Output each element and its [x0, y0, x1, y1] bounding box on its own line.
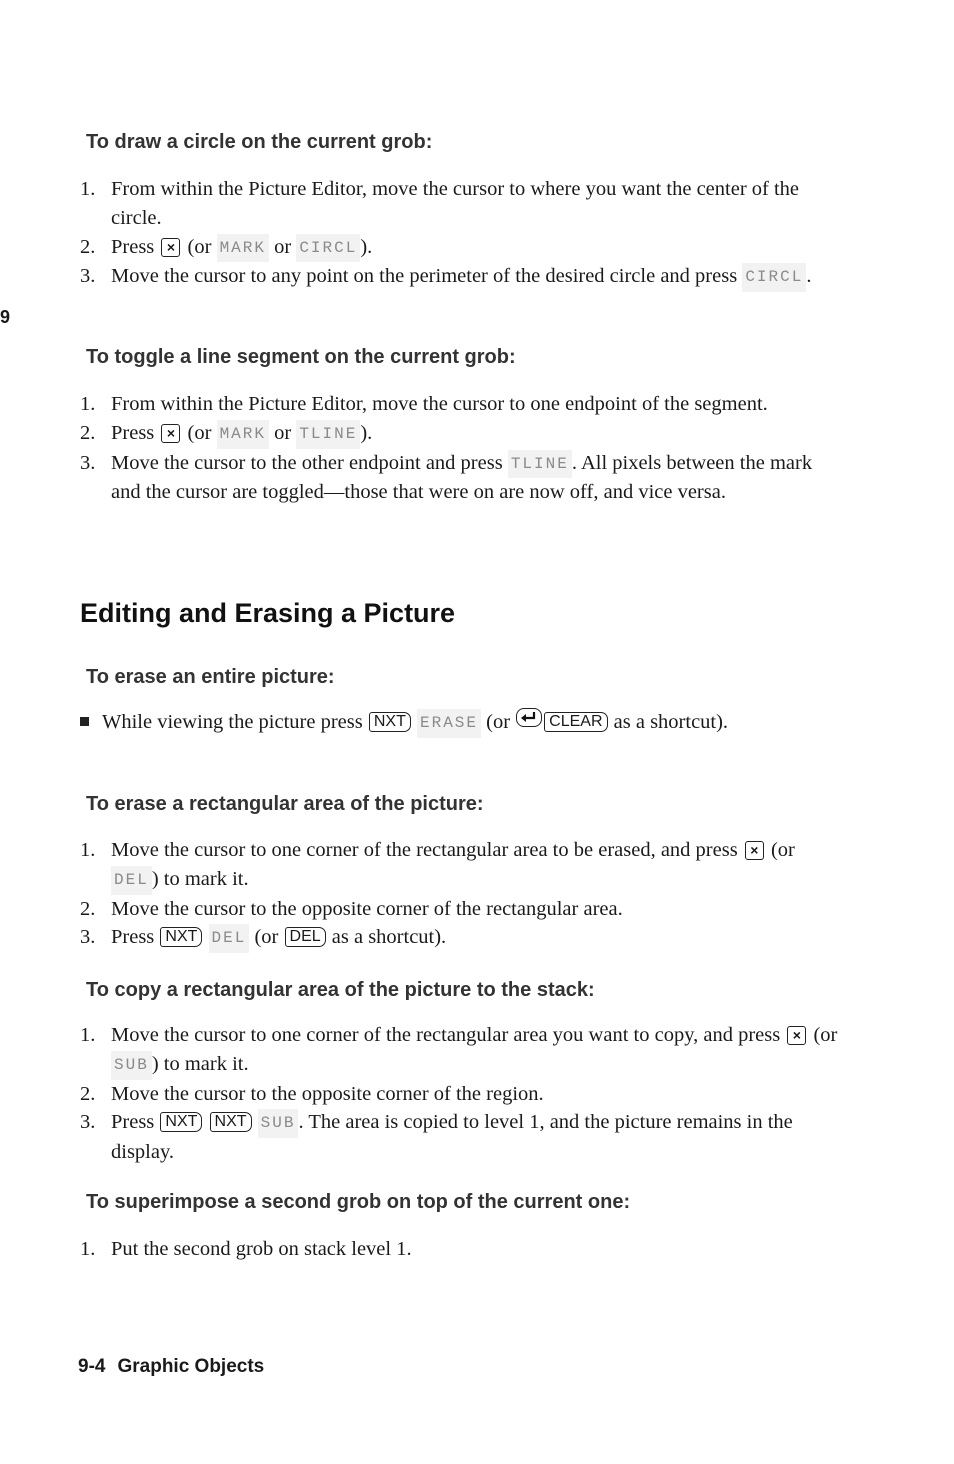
step-1: 1. From within the Picture Editor, move the cursor to where you want the center of the circle.	[80, 178, 800, 229]
menu-key-circl: CIRCL	[742, 263, 806, 292]
nxt-key: NXT	[369, 712, 411, 732]
step-1: 1. Move the cursor to one corner of the rectangular area to be erased, and press × (or DEL ) to mark it.	[80, 836, 840, 895]
step-2: 2. Press × (or MARK or CIRCL ).	[80, 233, 840, 263]
heading-toggle-line: To toggle a line segment on the current grob:	[86, 346, 516, 368]
menu-key-del: DEL	[111, 866, 152, 895]
bullet-square-icon	[80, 717, 89, 726]
menu-key-circl: CIRCL	[296, 234, 360, 263]
menu-key-sub: SUB	[258, 1109, 299, 1138]
step-2: 2. Move the cursor to the opposite corner of the region.	[80, 1082, 544, 1105]
heading-copy-to-stack: To copy a rectangular area of the picture to the stack:	[86, 979, 595, 1001]
menu-key-del: DEL	[209, 924, 250, 953]
step-3: 3. Move the cursor to the other endpoint and press TLINE . All pixels between the mark and the cursor are toggled—those that were on are now off, and vice versa.	[80, 451, 813, 504]
step-1: 1. From within the Picture Editor, move the cursor to one endpoint of the segment.	[80, 393, 768, 415]
multiply-key: ×	[161, 424, 180, 443]
chapter-tab-marker: 9	[0, 307, 11, 327]
bullet-erase-entire: While viewing the picture press NXT ERASE (or CLEAR as a shortcut).	[80, 708, 862, 738]
steps-draw-circle	[80, 175, 840, 292]
heading-draw-circle: To draw a circle on the current grob:	[86, 131, 433, 153]
heading-erase-rectangular: To erase a rectangular area of the picture:	[86, 793, 484, 815]
steps-erase-rectangular	[80, 836, 840, 953]
nxt-key: NXT	[160, 927, 202, 947]
multiply-key: ×	[161, 238, 180, 257]
heading-erase-entire: To erase an entire picture:	[86, 666, 335, 688]
menu-key-erase: ERASE	[417, 709, 481, 738]
menu-key-tline: TLINE	[508, 450, 572, 479]
step-3: 3. Press NXT NXT SUB . The area is copied to level 1, and the picture remains in the display.	[80, 1111, 793, 1164]
nxt-key: NXT	[160, 1112, 202, 1132]
step-1: 1. Put the second grob on stack level 1.	[80, 1238, 412, 1260]
step-3: 3. Move the cursor to any point on the perimeter of the desired circle and press CIRCL .	[80, 262, 840, 292]
steps-toggle-line	[80, 390, 840, 507]
multiply-key: ×	[787, 1026, 806, 1045]
clear-key: CLEAR	[544, 712, 607, 732]
page-footer	[78, 1356, 264, 1378]
menu-key-mark: MARK	[217, 234, 269, 263]
multiply-key: ×	[745, 841, 764, 860]
steps-copy-to-stack	[80, 1021, 840, 1167]
page-number: 9-4	[78, 1356, 106, 1377]
menu-key-sub: SUB	[111, 1051, 152, 1080]
heading-superimpose: To superimpose a second grob on top of the current one:	[86, 1191, 631, 1213]
step-1: 1. Move the cursor to one corner of the rectangular area you want to copy, and press × (or SUB ) to mark it.	[80, 1021, 840, 1080]
del-key: DEL	[285, 927, 326, 947]
nxt-key: NXT	[210, 1112, 252, 1132]
step-2: 2. Move the cursor to the opposite corner of the rectangular area.	[80, 897, 623, 920]
step-2: 2. Press × (or MARK or TLINE ).	[80, 419, 840, 449]
step-3: 3. Press NXT DEL (or DEL as a shortcut).	[80, 923, 840, 953]
menu-key-mark: MARK	[217, 420, 269, 449]
menu-key-tline: TLINE	[296, 420, 360, 449]
section-heading-editing-erasing: Editing and Erasing a Picture	[80, 598, 456, 628]
chapter-title: Graphic Objects	[117, 1356, 265, 1377]
left-shift-arrow-icon	[516, 708, 542, 727]
steps-superimpose	[80, 1235, 840, 1264]
